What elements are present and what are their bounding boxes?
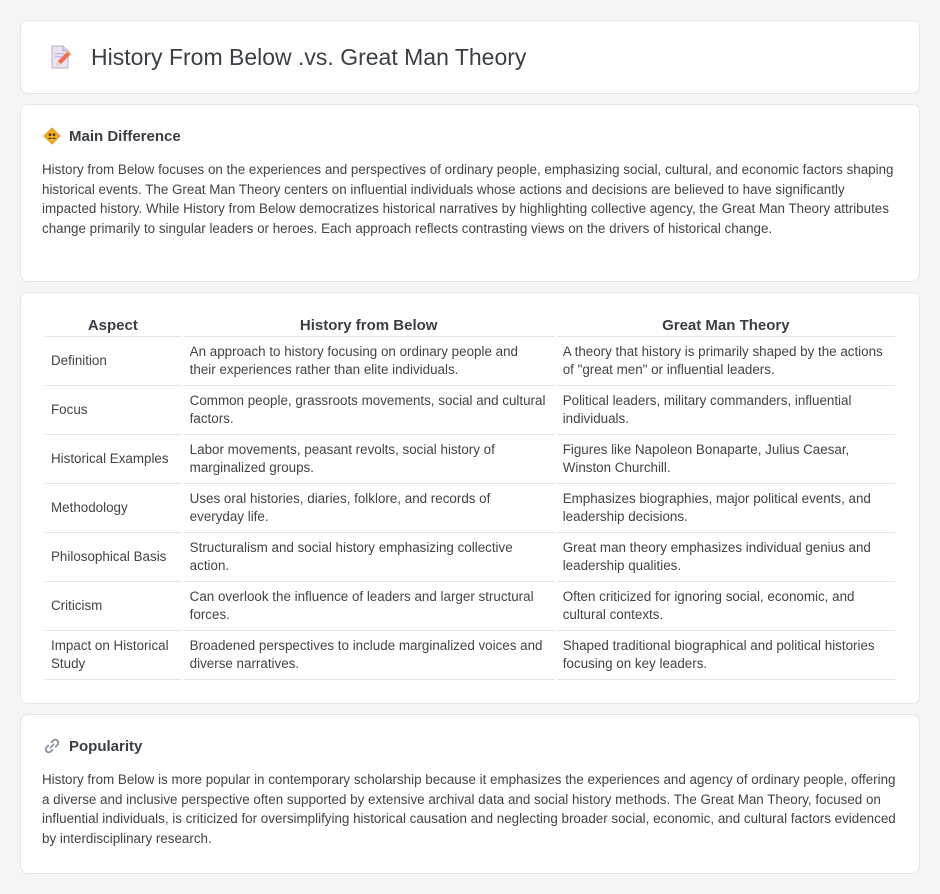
aspect-cell: Focus <box>45 386 181 435</box>
history-from-below-cell: Common people, grassroots movements, social and cultural factors. <box>184 386 554 435</box>
great-man-theory-cell: Political leaders, military commanders, influential individuals. <box>557 386 895 435</box>
page-title: History From Below .vs. Great Man Theory <box>91 43 527 70</box>
popularity-card <box>20 714 920 874</box>
table-row <box>45 386 895 435</box>
table-row <box>45 484 895 533</box>
header-history-from-below: History from Below <box>184 315 554 337</box>
link-icon <box>43 737 61 755</box>
table-row <box>45 337 895 386</box>
history-from-below-cell: Can overlook the influence of leaders and larger structural forces. <box>184 582 554 631</box>
header-aspect: Aspect <box>45 315 181 337</box>
diamond-people-icon <box>43 127 61 145</box>
header-card <box>20 20 920 94</box>
great-man-theory-cell: A theory that history is primarily shaped by the actions of "great men" or influential leaders. <box>557 337 895 386</box>
document-pencil-icon <box>47 44 73 70</box>
comparison-card <box>20 292 920 704</box>
aspect-cell: Impact on Historical Study <box>45 631 181 680</box>
aspect-cell: Methodology <box>45 484 181 533</box>
aspect-cell: Criticism <box>45 582 181 631</box>
main-difference-title: Main Difference <box>69 127 181 145</box>
popularity-title: Popularity <box>69 737 143 755</box>
header-great-man-theory: Great Man Theory <box>557 315 895 337</box>
great-man-theory-cell: Often criticized for ignoring social, economic, and cultural contexts. <box>557 582 895 631</box>
popularity-text: History from Below is more popular in contemporary scholarship because it emphasizes the experiences and agency of ordinary people, offering a diverse and inclusive perspective often supported by extensive archival data and social history methods. The Great Man Theory, focused on influential individuals, is criticized for oversimplifying historical causation and neglecting broader social, economic, and cultural factors evidenced by interdisciplinary research. <box>42 772 896 846</box>
main-difference-text: History from Below focuses on the experiences and perspectives of ordinary people, emphasizing social, cultural, and economic factors shaping historical events. The Great Man Theory centers on influential individuals whose actions and decisions are believed to have significantly impacted history. While History from Below democratizes historical narratives by highlighting collective agency, the Great Man Theory attributes change primarily to singular leaders or heroes. Each approach reflects contrasting views on the drivers of historical change. <box>42 162 894 236</box>
table-row <box>45 582 895 631</box>
aspect-cell: Philosophical Basis <box>45 533 181 582</box>
table-header-row <box>45 315 895 337</box>
great-man-theory-cell: Emphasizes biographies, major political events, and leadership decisions. <box>557 484 895 533</box>
great-man-theory-cell: Great man theory emphasizes individual genius and leadership qualities. <box>557 533 895 582</box>
table-row <box>45 631 895 680</box>
main-difference-header <box>21 105 919 145</box>
table-row <box>45 533 895 582</box>
great-man-theory-cell: Shaped traditional biographical and political histories focusing on key leaders. <box>557 631 895 680</box>
history-from-below-cell: Broadened perspectives to include marginalized voices and diverse narratives. <box>184 631 554 680</box>
header <box>21 21 919 93</box>
history-from-below-cell: Uses oral histories, diaries, folklore, and records of everyday life. <box>184 484 554 533</box>
popularity-header <box>21 715 919 755</box>
history-from-below-cell: Labor movements, peasant revolts, social history of marginalized groups. <box>184 435 554 484</box>
history-from-below-cell: Structuralism and social history emphasizing collective action. <box>184 533 554 582</box>
aspect-cell: Definition <box>45 337 181 386</box>
comparison-table <box>42 315 898 680</box>
aspect-cell: Historical Examples <box>45 435 181 484</box>
history-from-below-cell: An approach to history focusing on ordinary people and their experiences rather than elite individuals. <box>184 337 554 386</box>
table-row <box>45 435 895 484</box>
main-difference-card <box>20 104 920 282</box>
great-man-theory-cell: Figures like Napoleon Bonaparte, Julius Caesar, Winston Churchill. <box>557 435 895 484</box>
